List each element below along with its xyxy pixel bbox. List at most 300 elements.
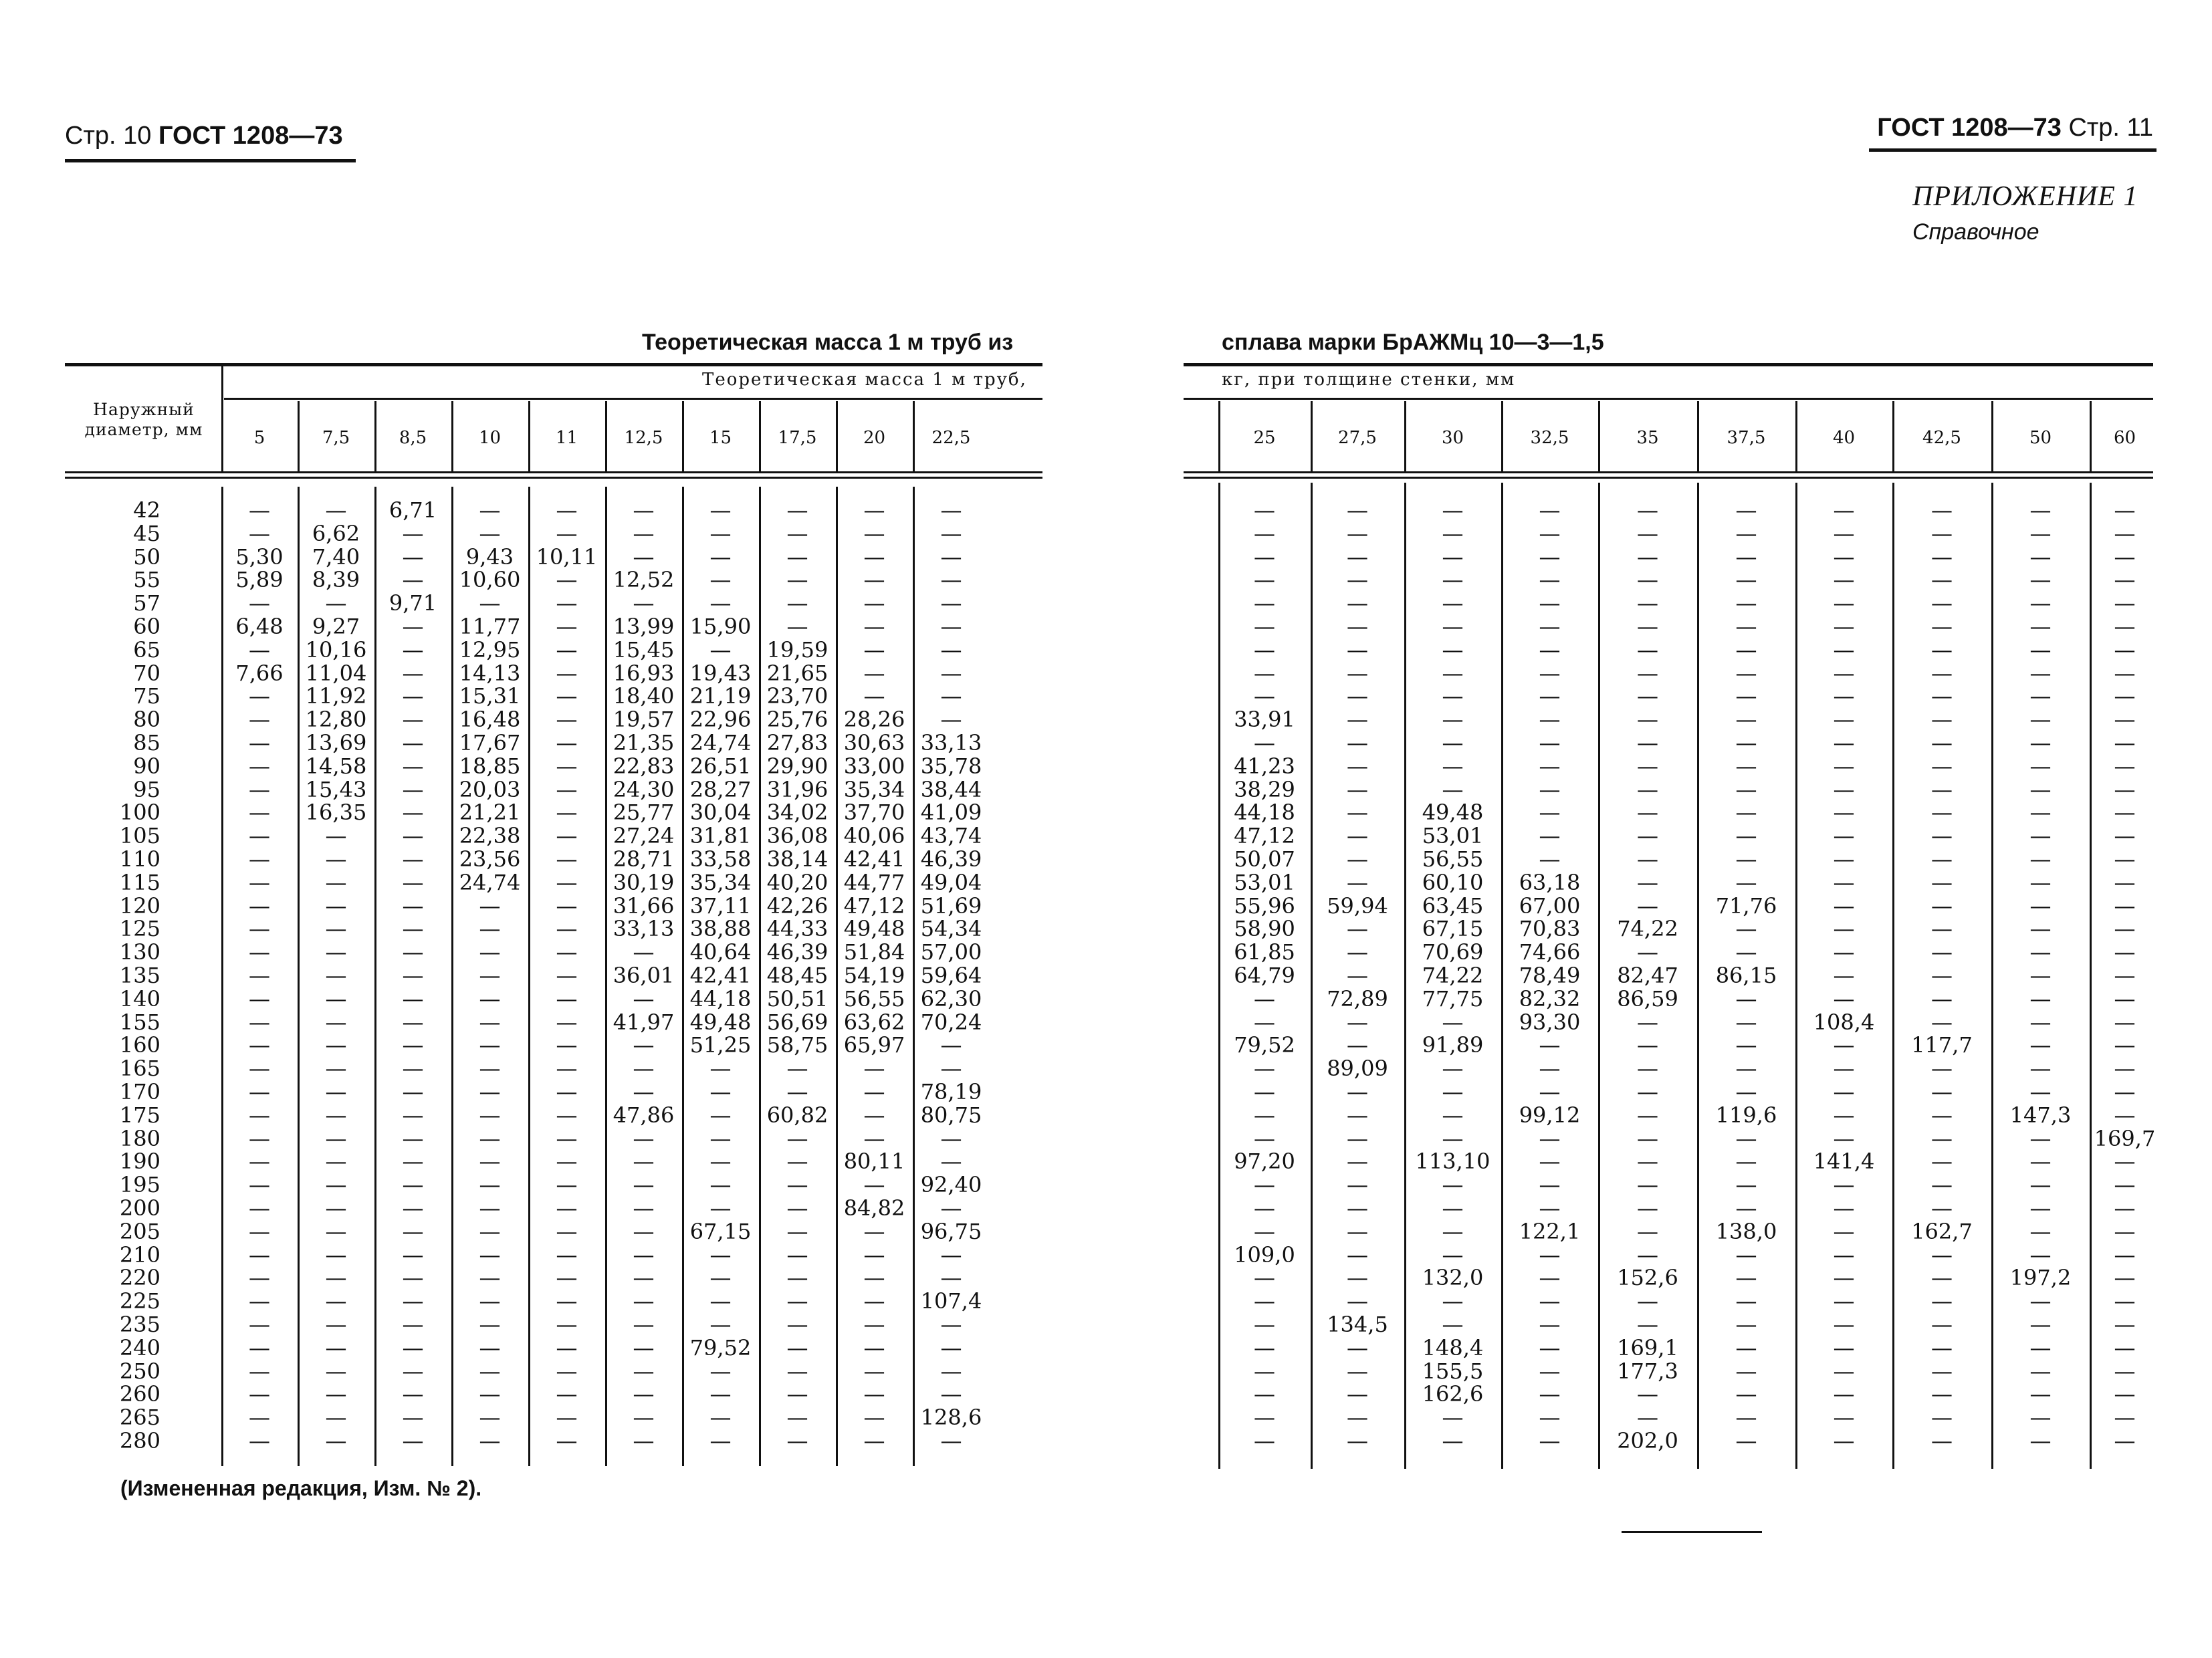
mass-cell-left: — (479, 893, 501, 919)
mass-cell-left: — (709, 1172, 732, 1198)
mass-cell-right: — (1539, 846, 1561, 872)
mass-cell-right: 109,0 (1234, 1241, 1295, 1268)
mass-cell-right: — (1735, 1288, 1757, 1314)
mass-cell-right: — (1254, 1195, 1275, 1221)
mass-cell-left: — (325, 1218, 347, 1244)
mass-cell-left: — (863, 1428, 885, 1453)
mass-cell-left: — (249, 963, 270, 988)
mass-cell-left: 13,99 (613, 614, 675, 639)
mass-cell-left: — (709, 1288, 732, 1314)
mass-cell-right: — (1539, 1334, 1561, 1360)
mass-cell-left: — (863, 1079, 885, 1104)
mass-cell-left: — (709, 1241, 732, 1268)
diameter-column-divider (221, 366, 223, 473)
mass-cell-left: 15,31 (459, 683, 521, 709)
mass-cell-left: — (786, 1265, 808, 1291)
mass-cell-right: — (2029, 520, 2052, 546)
mass-cell-left: — (940, 1265, 962, 1291)
mass-cell-left: 33,13 (613, 916, 675, 942)
mass-cell-right: — (1254, 1172, 1275, 1198)
mass-cell-left: 28,71 (613, 846, 675, 872)
mass-cell-left: 6,71 (389, 497, 437, 523)
mass-cell-right: 33,91 (1234, 707, 1295, 733)
mass-cell-right: — (1833, 939, 1855, 965)
mass-cell-left: 19,43 (689, 660, 752, 686)
mass-cell-left: — (402, 800, 424, 826)
mass-cell-right: 82,47 (1617, 963, 1678, 988)
mass-cell-right: — (1735, 1334, 1757, 1360)
mass-cell-left: — (249, 1334, 270, 1360)
subheader-right: кг, при толщине стенки, мм (1222, 370, 1516, 390)
mass-cell-left: 9,27 (312, 614, 360, 639)
mass-cell-left: — (325, 1358, 347, 1384)
mass-cell-left: — (940, 1358, 962, 1384)
mass-cell-right: — (1735, 1032, 1757, 1058)
mass-cell-right: — (1833, 1125, 1855, 1151)
mass-cell-right: 89,09 (1327, 1056, 1388, 1082)
mass-cell-right: — (2114, 753, 2136, 779)
mass-cell-left: — (402, 544, 424, 570)
mass-cell-left: — (402, 893, 424, 919)
mass-cell-right: — (2114, 1288, 2136, 1314)
mass-cell-left: — (709, 636, 732, 663)
mass-cell-left: — (633, 939, 655, 965)
mass-cell-left: 22,38 (459, 823, 521, 849)
mass-cell-left: 35,34 (843, 776, 905, 802)
diameter-value: 75 (133, 683, 160, 709)
mass-cell-right: 99,12 (1519, 1102, 1581, 1128)
mass-cell-right: — (1735, 1149, 1757, 1175)
mass-cell-right: — (1637, 520, 1658, 546)
mass-cell-right: — (1442, 1241, 1464, 1268)
mass-cell-right: — (1637, 1009, 1658, 1035)
mass-cell-right: — (2114, 939, 2136, 965)
mass-cell-left: 50,51 (766, 985, 828, 1012)
mass-cell-right: 74,22 (1617, 916, 1678, 942)
mass-cell-right: 108,4 (1813, 1009, 1875, 1035)
mass-cell-left: 49,48 (689, 1009, 752, 1035)
mass-cell-left: — (479, 1334, 501, 1360)
mass-cell-right: — (1442, 1056, 1464, 1082)
mass-cell-left: — (479, 1312, 501, 1337)
mass-cell-left: 35,78 (920, 753, 982, 779)
mass-cell-right: — (1735, 1358, 1757, 1384)
mass-cell-right: — (1539, 1312, 1561, 1337)
mass-cell-left: — (633, 1405, 655, 1431)
mass-cell-left: — (479, 963, 501, 988)
mass-cell-right: — (1347, 1265, 1368, 1291)
mass-cell-right: — (1735, 823, 1757, 849)
mass-cell-right: — (2029, 1312, 2052, 1337)
mass-cell-left: — (402, 823, 424, 849)
mass-cell-left: — (249, 1218, 270, 1244)
mass-cell-right: — (1347, 614, 1368, 639)
mass-cell-right: — (1347, 963, 1368, 988)
mass-cell-left: — (863, 636, 885, 663)
mass-cell-right: — (1931, 614, 1953, 639)
mass-cell-left: 30,63 (843, 730, 905, 755)
diameter-value: 100 (119, 800, 160, 826)
mass-cell-right: — (2029, 800, 2052, 826)
mass-cell-left: — (633, 1125, 655, 1151)
mass-cell-right: — (1347, 1358, 1368, 1384)
mass-cell-left: — (940, 1195, 962, 1221)
mass-cell-right: — (1539, 1428, 1561, 1453)
mass-cell-left: 25,77 (613, 800, 675, 826)
mass-cell-right: — (1833, 567, 1855, 593)
mass-cell-left: — (940, 1056, 962, 1082)
mass-cell-right: 141,4 (1813, 1149, 1875, 1175)
mass-cell-right: — (1254, 544, 1275, 570)
mass-cell-left: 60,82 (766, 1102, 828, 1128)
mass-cell-left: 9,71 (389, 590, 437, 616)
mass-cell-right: — (1347, 1288, 1368, 1314)
mass-cell-right: — (1931, 1312, 1953, 1337)
header-bottom-rule2-left (65, 477, 1042, 479)
mass-cell-right: — (1637, 1381, 1658, 1407)
mass-cell-left: — (709, 1125, 732, 1151)
mass-cell-left: 37,11 (689, 893, 752, 919)
mass-cell-left: — (556, 1032, 578, 1058)
mass-cell-left: — (325, 985, 347, 1012)
mass-cell-right: — (1254, 636, 1275, 663)
mass-cell-right: — (1931, 544, 1953, 570)
mass-cell-right: — (1254, 614, 1275, 639)
mass-cell-left: 14,58 (305, 753, 367, 779)
mass-cell-left: — (709, 544, 732, 570)
mass-cell-right: 162,6 (1422, 1381, 1484, 1407)
mass-cell-right: — (1254, 1009, 1275, 1035)
mass-cell-right: — (1931, 939, 1953, 965)
mass-cell-right: — (1347, 869, 1368, 895)
mass-cell-right: — (2114, 1381, 2136, 1407)
mass-cell-right: — (2114, 846, 2136, 872)
mass-cell-right: — (1833, 636, 1855, 663)
mass-cell-right: — (2029, 590, 2052, 616)
mass-cell-right: — (1833, 869, 1855, 895)
mass-cell-left: — (786, 1241, 808, 1268)
mass-cell-left: 78,19 (920, 1079, 982, 1104)
mass-cell-right: — (1637, 893, 1658, 919)
mass-cell-left: 31,96 (766, 776, 828, 802)
mass-cell-left: — (709, 1405, 732, 1431)
mass-cell-right: — (1735, 1009, 1757, 1035)
mass-cell-right: — (1735, 730, 1757, 755)
mass-cell-right: — (2029, 1195, 2052, 1221)
mass-cell-right: — (1254, 1265, 1275, 1291)
mass-cell-right: — (1833, 846, 1855, 872)
diameter-value: 175 (119, 1102, 160, 1128)
mass-cell-right: 67,00 (1519, 893, 1581, 919)
mass-cell-left: — (556, 1172, 578, 1198)
mass-cell-right: — (1833, 1195, 1855, 1221)
mass-cell-left: 48,45 (766, 963, 828, 988)
mass-cell-right: — (1637, 1149, 1658, 1175)
mass-cell-left: — (325, 1056, 347, 1082)
mass-cell-right: 86,15 (1715, 963, 1777, 988)
mass-cell-right: — (1442, 1428, 1464, 1453)
appendix-subtitle: Справочное (1912, 219, 2039, 245)
mass-cell-left: 56,55 (843, 985, 905, 1012)
mass-cell-left: — (940, 520, 962, 546)
diameter-value: 155 (119, 1009, 160, 1035)
mass-cell-right: — (1931, 1265, 1953, 1291)
mass-cell-right: — (1254, 1405, 1275, 1431)
mass-cell-left: — (325, 846, 347, 872)
mass-cell-right: — (1539, 1288, 1561, 1314)
amendment-note: (Измененная редакция, Изм. № 2). (120, 1476, 482, 1500)
mass-cell-left: 5,30 (235, 544, 284, 570)
mass-cell-left: — (325, 1032, 347, 1058)
mass-cell-right: — (2029, 1172, 2052, 1198)
mass-cell-right: — (2114, 1241, 2136, 1268)
mass-cell-left: — (479, 1405, 501, 1431)
mass-cell-left: — (479, 497, 501, 523)
mass-cell-left: — (249, 707, 270, 733)
mass-cell-right: 86,59 (1617, 985, 1678, 1012)
mass-cell-left: — (325, 497, 347, 523)
mass-cell-left: — (940, 1241, 962, 1268)
mass-cell-right: — (1347, 520, 1368, 546)
mass-cell-right: 117,7 (1911, 1032, 1973, 1058)
mass-cell-left: — (325, 1288, 347, 1314)
mass-cell-right: 53,01 (1422, 823, 1484, 849)
mass-cell-left: 40,64 (689, 939, 752, 965)
mass-cell-left: 15,90 (689, 614, 752, 639)
mass-cell-right: — (1254, 567, 1275, 593)
mass-cell-right: — (1539, 1056, 1561, 1082)
mass-cell-left: 58,75 (766, 1032, 828, 1058)
mass-cell-right: — (2029, 660, 2052, 686)
diameter-value: 190 (119, 1149, 160, 1175)
mass-cell-right: — (1254, 1358, 1275, 1384)
mass-cell-left: 43,74 (920, 823, 982, 849)
thickness-header-left: 11 (555, 428, 578, 448)
mass-cell-right: — (2114, 1218, 2136, 1244)
diameter-value: 120 (119, 893, 160, 919)
mass-cell-right: — (1637, 800, 1658, 826)
mass-cell-right: — (2114, 544, 2136, 570)
mass-cell-right: 78,49 (1519, 963, 1581, 988)
thickness-header-right: 40 (1832, 428, 1856, 448)
mass-cell-left: — (402, 683, 424, 709)
mass-cell-right: — (2029, 1358, 2052, 1384)
mass-cell-right: — (1735, 753, 1757, 779)
mass-cell-right: — (1442, 520, 1464, 546)
mass-cell-left: — (863, 590, 885, 616)
mass-cell-left: 34,02 (766, 800, 828, 826)
header-bottom-rule2-right (1184, 477, 2153, 479)
mass-cell-left: — (709, 520, 732, 546)
diameter-column-header (67, 400, 221, 440)
mass-cell-right: — (1539, 1032, 1561, 1058)
mass-cell-right: — (2029, 567, 2052, 593)
mass-cell-right: — (1637, 1218, 1658, 1244)
mass-cell-left: 11,04 (305, 660, 367, 686)
mass-cell-right: — (1539, 1149, 1561, 1175)
mass-cell-left: — (325, 939, 347, 965)
mass-cell-left: — (940, 1381, 962, 1407)
mass-cell-left: — (633, 590, 655, 616)
mass-cell-right: — (1539, 800, 1561, 826)
mass-cell-left: 57,00 (920, 939, 982, 965)
mass-cell-left: — (325, 1195, 347, 1221)
mass-cell-left: — (249, 939, 270, 965)
mass-cell-left: — (479, 1381, 501, 1407)
mass-cell-right: 64,79 (1234, 963, 1295, 988)
mass-cell-left: — (402, 1032, 424, 1058)
mass-cell-right: — (1442, 1312, 1464, 1337)
mass-cell-right: — (1442, 1079, 1464, 1104)
mass-cell-right: — (1833, 823, 1855, 849)
diameter-value: 160 (119, 1032, 160, 1058)
mass-cell-right: — (1833, 1381, 1855, 1407)
header-rule-right (1869, 148, 2156, 152)
mass-cell-right: — (1347, 1125, 1368, 1151)
mass-cell-right: — (1347, 1381, 1368, 1407)
mass-cell-right: — (1254, 1428, 1275, 1453)
mass-cell-left: — (249, 893, 270, 919)
thickness-header-right: 60 (2113, 428, 2136, 448)
mass-cell-right: — (1735, 846, 1757, 872)
thickness-header-right: 37,5 (1727, 428, 1766, 448)
mass-cell-left: — (556, 1149, 578, 1175)
mass-cell-left: — (402, 1218, 424, 1244)
diameter-value: 135 (119, 963, 160, 988)
mass-cell-right: — (2114, 1149, 2136, 1175)
mass-cell-left: — (325, 1381, 347, 1407)
mass-cell-left: 22,96 (689, 707, 752, 733)
mass-cell-left: — (786, 1405, 808, 1431)
mass-cell-right: — (1442, 730, 1464, 755)
mass-cell-left: — (325, 590, 347, 616)
mass-cell-right: — (1833, 707, 1855, 733)
mass-cell-right: — (1539, 614, 1561, 639)
mass-cell-right: — (1931, 1381, 1953, 1407)
mass-cell-left: — (249, 1265, 270, 1291)
page-number-left: Стр. 10 (65, 122, 152, 150)
mass-cell-left: — (402, 1381, 424, 1407)
mass-cell-left: — (786, 567, 808, 593)
mass-cell-left: — (479, 985, 501, 1012)
mass-cell-right: — (1637, 1102, 1658, 1128)
mass-cell-right: — (1931, 1428, 1953, 1453)
mass-cell-left: — (633, 1312, 655, 1337)
mass-cell-left: — (249, 1381, 270, 1407)
mass-cell-left: — (556, 497, 578, 523)
mass-cell-left: — (633, 1241, 655, 1268)
thickness-header-left: 17,5 (778, 428, 817, 448)
mass-cell-left: — (402, 1288, 424, 1314)
mass-cell-right: — (1637, 636, 1658, 663)
mass-cell-left: — (786, 1172, 808, 1198)
mass-cell-right: 59,94 (1327, 893, 1388, 919)
mass-cell-right: — (1254, 683, 1275, 709)
mass-cell-left: — (249, 636, 270, 663)
mass-cell-right: — (1347, 916, 1368, 942)
thickness-header-left: 20 (863, 428, 886, 448)
mass-cell-right: — (1347, 497, 1368, 523)
subheader-rule-left (224, 398, 1042, 400)
mass-cell-left: — (479, 1102, 501, 1128)
footer-rule (1622, 1531, 1762, 1533)
mass-cell-right: 169,7 (2094, 1125, 2156, 1151)
mass-cell-right: — (1735, 1125, 1757, 1151)
mass-cell-left: 42,41 (689, 963, 752, 988)
mass-cell-left: 84,82 (843, 1195, 905, 1221)
diameter-header-line1: Наружный (93, 400, 195, 419)
mass-cell-right: — (1442, 776, 1464, 802)
mass-cell-left: — (863, 1218, 885, 1244)
diameter-value: 85 (133, 730, 160, 755)
mass-cell-left: 41,09 (920, 800, 982, 826)
mass-cell-right: — (2029, 893, 2052, 919)
mass-cell-left: — (940, 567, 962, 593)
mass-cell-right: — (1539, 1265, 1561, 1291)
mass-cell-right: — (1442, 1102, 1464, 1128)
mass-cell-left: — (402, 520, 424, 546)
mass-cell-left: 16,48 (459, 707, 521, 733)
mass-cell-left: — (249, 1125, 270, 1151)
mass-cell-left: 46,39 (920, 846, 982, 872)
diameter-value: 195 (119, 1172, 160, 1198)
mass-cell-right: 74,66 (1519, 939, 1581, 965)
diameter-value: 105 (119, 823, 160, 849)
mass-cell-left: — (402, 963, 424, 988)
mass-cell-right: — (2029, 1009, 2052, 1035)
mass-cell-right: — (1637, 869, 1658, 895)
mass-cell-left: — (863, 1312, 885, 1337)
mass-cell-right: 44,18 (1234, 800, 1295, 826)
mass-cell-right: — (2029, 1288, 2052, 1314)
mass-cell-right: — (2114, 1312, 2136, 1337)
mass-cell-right: 47,12 (1234, 823, 1295, 849)
mass-cell-right: — (2029, 544, 2052, 570)
thickness-header-right: 30 (1441, 428, 1464, 448)
mass-cell-right: — (1637, 753, 1658, 779)
mass-cell-right: — (2029, 1032, 2052, 1058)
diameter-value: 170 (119, 1079, 160, 1104)
mass-cell-left: — (249, 1009, 270, 1035)
mass-cell-right: — (2114, 985, 2136, 1012)
mass-cell-right: — (1637, 707, 1658, 733)
diameter-value: 50 (133, 544, 160, 570)
mass-cell-right: — (2114, 1032, 2136, 1058)
mass-cell-left: — (249, 1032, 270, 1058)
mass-cell-left: 51,84 (843, 939, 905, 965)
mass-cell-left: 12,80 (305, 707, 367, 733)
mass-cell-right: — (1833, 544, 1855, 570)
mass-cell-left: — (249, 1358, 270, 1384)
mass-cell-left: — (479, 1428, 501, 1453)
mass-cell-right: — (2029, 683, 2052, 709)
mass-cell-right: 147,3 (2009, 1102, 2072, 1128)
mass-cell-left: — (633, 1265, 655, 1291)
mass-cell-left: — (249, 753, 270, 779)
mass-cell-right: — (2114, 869, 2136, 895)
mass-cell-left: — (633, 1218, 655, 1244)
mass-cell-right: — (1833, 1334, 1855, 1360)
thickness-header-left: 22,5 (931, 428, 971, 448)
mass-cell-right: — (1833, 660, 1855, 686)
mass-cell-right: — (1735, 1056, 1757, 1082)
diameter-value: 235 (119, 1312, 160, 1337)
mass-cell-left: — (325, 1428, 347, 1453)
mass-cell-left: — (709, 1149, 732, 1175)
mass-cell-left: — (556, 869, 578, 895)
mass-cell-left: 49,48 (843, 916, 905, 942)
mass-cell-left: — (633, 1195, 655, 1221)
